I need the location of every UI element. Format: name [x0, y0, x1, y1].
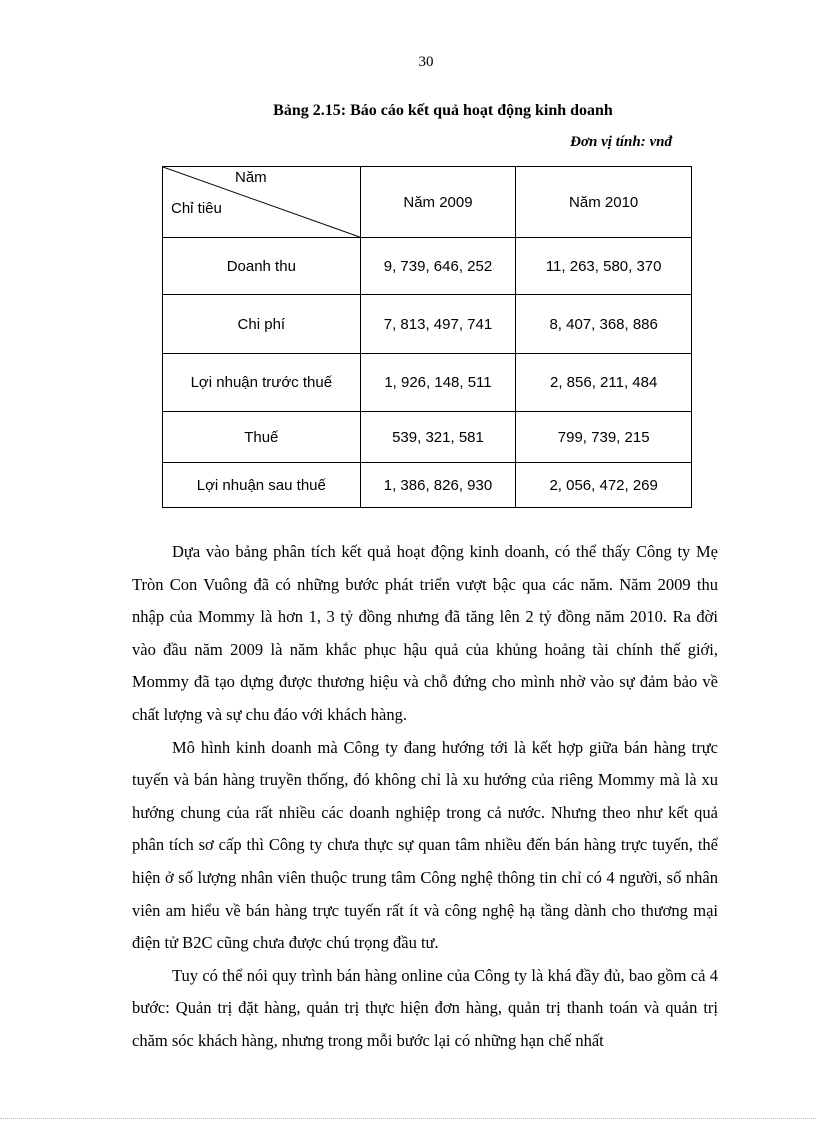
cell-2010: 11, 263, 580, 370: [516, 238, 692, 295]
cell-2009: 1, 386, 826, 930: [360, 463, 516, 508]
cell-2009: 7, 813, 497, 741: [360, 295, 516, 354]
cell-2009: 1, 926, 148, 511: [360, 354, 516, 412]
table-row: [163, 238, 692, 295]
table-row: [163, 354, 692, 412]
unit-label: Đơn vị tính: vnđ: [570, 134, 672, 150]
cell-2009: 539, 321, 581: [360, 412, 516, 463]
cell-2010: 2, 056, 472, 269: [516, 463, 692, 508]
table-row: [163, 295, 692, 354]
row-label: Chi phí: [163, 295, 361, 354]
paragraph-3: Tuy có thể nói quy trình bán hàng online của Công ty là khá đầy đủ, bao gồm cả 4 bước: Quản trị đặt hàng, quản trị thực hiện đơn hàng, quản trị thanh toán và quản trị chăm sóc khách hàng, nhưng trong mỗi bước lại có những hạn chế nhất: [132, 965, 718, 1050]
diagonal-header-cell: [163, 167, 361, 238]
row-label: Lợi nhuận sau thuế: [163, 463, 361, 508]
table-header-row: [163, 167, 692, 238]
cell-2009: 9, 739, 646, 252: [360, 238, 516, 295]
cell-2010: 8, 407, 368, 886: [516, 295, 692, 354]
table-title: Bảng 2.15: Báo cáo kết quả hoạt động kinh doanh: [273, 102, 613, 119]
page-bottom-rule: [0, 1118, 816, 1119]
body-text: [132, 536, 718, 1058]
header-col-2010: Năm 2010: [516, 167, 692, 238]
cell-2010: 799, 739, 215: [516, 412, 692, 463]
business-results-table: [162, 166, 692, 508]
header-criteria-label: Chỉ tiêu: [171, 200, 222, 217]
header-year-label: Năm: [235, 169, 267, 186]
row-label: Lợi nhuận trước thuế: [163, 354, 361, 412]
paragraph-1: Dựa vào bảng phân tích kết quả hoạt động kinh doanh, có thể thấy Công ty Mẹ Tròn Con Vuông đã có những bước phát triển vượt bậc qua các năm. Năm 2009 thu nhập của Mommy là hơn 1, 3 tỷ đồng nhưng đã tăng lên 2 tỷ đồng năm 2010. Ra đời vào đầu năm 2009 là năm khắc phục hậu quả của khủng hoảng tài chính thế giới, Mommy đã tạo dựng được thương hiệu và chỗ đứng cho mình nhờ vào sự đảm bảo về chất lượng và sự chu đáo với khách hàng.: [132, 542, 718, 724]
table-row: [163, 463, 692, 508]
cell-2010: 2, 856, 211, 484: [516, 354, 692, 412]
paragraph-2: Mô hình kinh doanh mà Công ty đang hướng tới là kết hợp giữa bán hàng trực tuyến và bán hàng truyền thống, đó không chỉ là xu hướng của riêng Mommy mà là xu hướng chung của rất nhiều các doanh nghiệp trong cả nước. Nhưng theo như kết quả phân tích sơ cấp thì Công ty chưa thực sự quan tâm nhiều đến bán hàng trực tuyến, thể hiện ở số lượng nhân viên thuộc trung tâm Công nghệ thông tin chỉ có 4 người, số nhân viên am hiểu về bán hàng trực tuyến rất ít và công nghệ hạ tầng dành cho thương mại điện tử B2C cũng chưa được chú trọng đầu tư.: [132, 737, 718, 953]
header-col-2009: Năm 2009: [360, 167, 516, 238]
table-row: [163, 412, 692, 463]
row-label: Thuế: [163, 412, 361, 463]
page-number: 30: [418, 54, 434, 70]
row-label: Doanh thu: [163, 238, 361, 295]
